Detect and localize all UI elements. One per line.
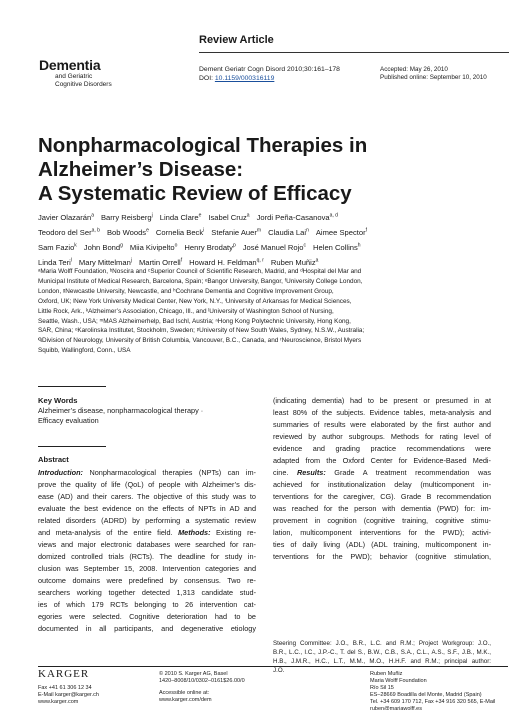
affiliation-line: ᑫDivision of Neurology, University of British Columbia, Vancouver, B.C., Canada, and ʳNeuroscience, Bristol Myers	[38, 337, 362, 345]
steering-line: Steering Committee: J.O., B.R., L.C. and R.M.; Project Workgroup: J.O.,	[273, 640, 491, 647]
author	[184, 243, 235, 252]
journal-url-link[interactable]: www.karger.com/dem	[159, 697, 212, 703]
author	[38, 243, 77, 252]
abstract-line: provement in cognition (cognitive training, cognitive stimu-	[273, 516, 491, 525]
author-affiliation-mark: j	[130, 257, 132, 264]
keywords-line: Alzheimer’s disease, nonpharmacological therapy ·	[38, 406, 204, 415]
article-type: Review Article	[199, 34, 274, 46]
affiliation-line: Squibb, Wallingford, Conn., USA	[38, 347, 131, 355]
abstract-line: views and major electronic databases were searched for ran-	[38, 540, 256, 549]
access-block: Accessible online at: www.karger.com/dem	[159, 690, 212, 703]
keywords-heading: Key Words	[38, 396, 78, 405]
abstract-line: and meta-analysis of the entire field. Methods: Existing re-	[38, 528, 256, 537]
author-name: Ruben Muñiz	[270, 258, 316, 268]
author	[271, 258, 319, 267]
author-affiliation-mark: m	[256, 227, 262, 234]
abstract-line: ease (AD) and their carers. The objective of this study was to	[38, 492, 256, 501]
author-affiliation-mark: e	[198, 212, 202, 218]
abstract-rule	[38, 446, 106, 447]
doi-link[interactable]: 10.1159/000316119	[214, 74, 275, 82]
footer-rule	[38, 666, 508, 667]
author-affiliation-mark: l	[70, 257, 72, 264]
author-name: Isabel Cruz	[208, 212, 247, 222]
author	[38, 213, 94, 222]
abstract-line: evidence and grading practice recommendations were	[273, 444, 491, 453]
header-rule	[199, 52, 509, 53]
abstract-line: ties of daily living (ADL) (ADL training, multicomponent in-	[273, 540, 491, 549]
abstract-line: reviewed by author subgroups. Methods for rating level of	[273, 432, 491, 441]
author	[139, 258, 182, 267]
abstract-line: related disorders (ADRD) by performing a systematic review	[38, 516, 256, 525]
steering-line: J.O.	[273, 666, 285, 674]
author-line	[38, 239, 508, 254]
publisher-contact: Fax +41 61 306 12 34 E-Mail karger@karger.ch www.karger.com	[38, 685, 99, 705]
keywords-rule	[38, 386, 106, 387]
author-line	[38, 224, 508, 239]
citation: Dement Geriatr Cogn Disord 2010;30:161–178	[199, 66, 340, 73]
author-affiliation-mark: g	[120, 242, 123, 249]
abstract-line: least 80% of the subjects. Evidence tables, meta-analysis and	[273, 408, 491, 417]
abstract-line: cine. Results: Grade A treatment recommendation was	[273, 468, 491, 477]
copyright-block: © 2010 S. Karger AG, Basel 1420–8008/10/0302–0161$26.00/0	[159, 671, 245, 684]
author-affiliation-mark: c	[303, 242, 307, 249]
abstract-line: terventions for the caregiver, CG). Grade B recommendation	[273, 492, 491, 501]
author	[160, 213, 202, 222]
author-name: Claudia Lai	[268, 227, 307, 237]
author	[211, 228, 261, 237]
author-name: Javier Olazarán	[38, 212, 92, 222]
abstract-left-column	[38, 467, 256, 635]
author	[79, 258, 132, 267]
affiliation-line: Municipal Institute of Medical Research, Barcelona, Spain; ᵉBangor University, Bangor, ᶠUniversity College London,	[38, 277, 363, 285]
author-name: Aimee Spector	[315, 227, 366, 237]
abstract-line: Introduction: Nonpharmacological therapies (NPTs) can im-	[38, 468, 256, 477]
author-affiliation-mark: a	[246, 212, 250, 218]
abstract-line: clusion was September 15, 2008. Intervention categories and	[38, 564, 256, 573]
steering-line: B.R., L.C., I.C., J.P.-C., T. del S., B.W., C.B., S.A., C.L., A.S., S.F., J.B., M.K.,	[273, 648, 491, 656]
affiliation-line: Little Rock, Ark., ᵏAlzheimer’s Association, Chicago, Ill., and ˡUniversity of Washington School of Nursing,	[38, 307, 334, 315]
title-line: Alzheimer’s Disease:	[38, 158, 244, 181]
steering-line: H.B., J.M.R., H.C., L.T., M.M., M.O., H.H.F. and R.M.; principal author:	[273, 657, 491, 665]
author	[189, 258, 264, 267]
author-affiliation-mark: a, d	[329, 212, 338, 218]
affiliation-line: Oxford, UK; ʲNew York University Medical Center, New York, N.Y., ⁱUniversity of Arkansas for Medical Sciences,	[38, 297, 352, 305]
author-affiliation-mark: i	[203, 227, 205, 234]
abstract-line: achieved for institutionalization delay (multicomponent in-	[273, 480, 491, 489]
author-name: Henry Brodaty	[184, 243, 233, 252]
doi-line	[199, 75, 340, 84]
keywords-text	[38, 406, 253, 426]
abstract-line: ies of which 179 RCTs belonging to 26 intervention cat-	[38, 600, 256, 609]
abstract-line: prove the quality of life (QoL) of people with Alzheimer’s dis-	[38, 480, 256, 489]
results-label: Results:	[296, 468, 326, 477]
author	[313, 243, 361, 252]
author-affiliation-mark: h	[357, 242, 361, 249]
abstract-line: summaries of results were elaborated by the first author and	[273, 420, 491, 429]
author-affiliation-mark: f	[365, 227, 368, 234]
author	[107, 228, 149, 237]
affiliation-line: Seattle, Wash., USA; ᵐMAS Alzheimerhelp, Bad Ischl, Austria; ⁿHong Kong Polytechnic University, Hong Kong,	[38, 317, 351, 325]
intro-label: Introduction:	[38, 468, 83, 477]
citation-block	[199, 66, 340, 83]
abstract-line: egories were selected. Cognitive deterioration had to be	[38, 612, 256, 621]
author-name: Miia Kivipelto	[129, 243, 175, 252]
author-affiliation-mark: p	[232, 242, 236, 249]
author-name: José Manuel Rojo	[242, 243, 304, 252]
author-affiliation-mark: k	[74, 242, 77, 249]
abstract-line: was reached for the person with dementia (PWD) for: im-	[273, 504, 491, 513]
author-name: Helen Collins	[313, 243, 358, 252]
author-name: Linda Clare	[159, 212, 199, 222]
abstract-line: evaluate the best evidence on the effects of NPTs in AD and	[38, 504, 256, 513]
author-affiliation-mark: o	[174, 242, 178, 249]
publisher-website-link[interactable]: www.karger.com	[38, 699, 79, 705]
dates-block	[380, 66, 487, 82]
author-name: Howard H. Feldman	[189, 258, 257, 268]
author-affiliation-mark: a	[91, 212, 94, 218]
author	[38, 258, 72, 267]
author-affiliation-mark: f	[180, 257, 183, 264]
accepted-date: Accepted: May 26, 2010	[380, 66, 448, 73]
author-affiliation-mark: e	[146, 227, 149, 234]
abstract-line: lation, multicomponent interventions for the PWD); activi-	[273, 528, 491, 537]
publisher-logo: KARGER	[38, 668, 90, 680]
author	[84, 243, 123, 252]
correspondence-address: Ruben Muñiz Maria Wolff Foundation Río Sil 15 ES–28669 Boadilla del Monte, Madrid (Spain) Tel. +34 609 170 712, Fax +34 916 320 565, E-Mail ruben@mariawolff.es	[370, 671, 496, 710]
author-name: Cornelia Beck	[155, 227, 204, 237]
author-name: Martin Orrell	[138, 258, 181, 268]
author	[101, 213, 153, 222]
author-name: Jordi Peña-Casanova	[256, 212, 330, 222]
keywords-line: Efficacy evaluation	[38, 415, 99, 425]
journal-logo	[39, 57, 112, 89]
doi-label: DOI:	[199, 74, 215, 82]
affiliation-line: London, ᵍNewcastle University, Newcastle, and ʰCochrane Dementia and Cognitive Improvement Group,	[38, 287, 334, 295]
author	[38, 228, 100, 237]
title-line: Nonpharmacological Therapies in	[38, 134, 368, 157]
author	[243, 243, 306, 252]
published-date: Published online: September 10, 2010	[380, 74, 487, 81]
abstract-line: adapted from the Oxford Center for Evidence-Based Medi-	[273, 456, 491, 465]
author-affiliation-mark: q, r	[256, 257, 264, 264]
author-name: Bob Woods	[106, 227, 147, 237]
abstract-right-column	[273, 395, 491, 563]
abstract-line: searchers working together detected 1,313 candidate stud-	[38, 588, 256, 597]
author-affiliation-mark: a, b	[91, 227, 100, 234]
affiliation-line: SAR, China; ᵒKarolinska Institutet, Stockholm, Sweden; ᵖUniversity of New South Wales, Sydney, N.S.W., Australia;	[38, 327, 365, 335]
author-name: Linda Teri	[38, 258, 71, 268]
abstract-line: domized controlled trials (RCTs). The deadline for study in-	[38, 552, 256, 561]
affiliation-line: ᵃMaria Wolff Foundation, ᵇNoscira and ᶜSuperior Council of Scientific Research, Madrid, and ᵈHospital del Mar and	[38, 268, 362, 275]
title-line: A Systematic Review of Efficacy	[38, 182, 352, 205]
author-line	[38, 209, 508, 224]
abstract-line: (indicating dementia) had to be present or presumed in at	[273, 396, 491, 405]
author	[257, 213, 338, 222]
author	[130, 243, 178, 252]
author-affiliation-mark: a	[315, 257, 319, 264]
author-name: Mary Mittelman	[78, 258, 131, 268]
author-list	[38, 209, 508, 270]
article-title	[38, 134, 498, 206]
methods-label: Methods:	[178, 528, 211, 537]
affiliations	[38, 267, 478, 356]
author-affiliation-mark: j	[151, 212, 153, 218]
author-name: Stefanie Auer	[211, 227, 257, 237]
author-name: Barry Reisberg	[100, 212, 152, 222]
author	[156, 228, 204, 237]
author	[208, 213, 249, 222]
journal-subtitle: and Geriatric Cognitive Disorders	[55, 73, 112, 88]
journal-name: Dementia	[39, 57, 101, 73]
author	[316, 228, 367, 237]
abstract-line: terventions for the PWD); behavior (cognitive stimulation,	[273, 552, 491, 561]
abstract-line: documented in all participants, and degenerative etiology	[38, 624, 256, 633]
author-name: Sam Fazio	[38, 243, 75, 252]
abstract-line: outcome domains were predefined by consensus. Two re-	[38, 576, 256, 585]
author-affiliation-mark: n	[306, 227, 309, 234]
author-name: Teodoro del Ser	[38, 227, 92, 237]
abstract-heading: Abstract	[38, 455, 69, 464]
author	[268, 228, 309, 237]
author-name: John Bond	[83, 243, 121, 252]
